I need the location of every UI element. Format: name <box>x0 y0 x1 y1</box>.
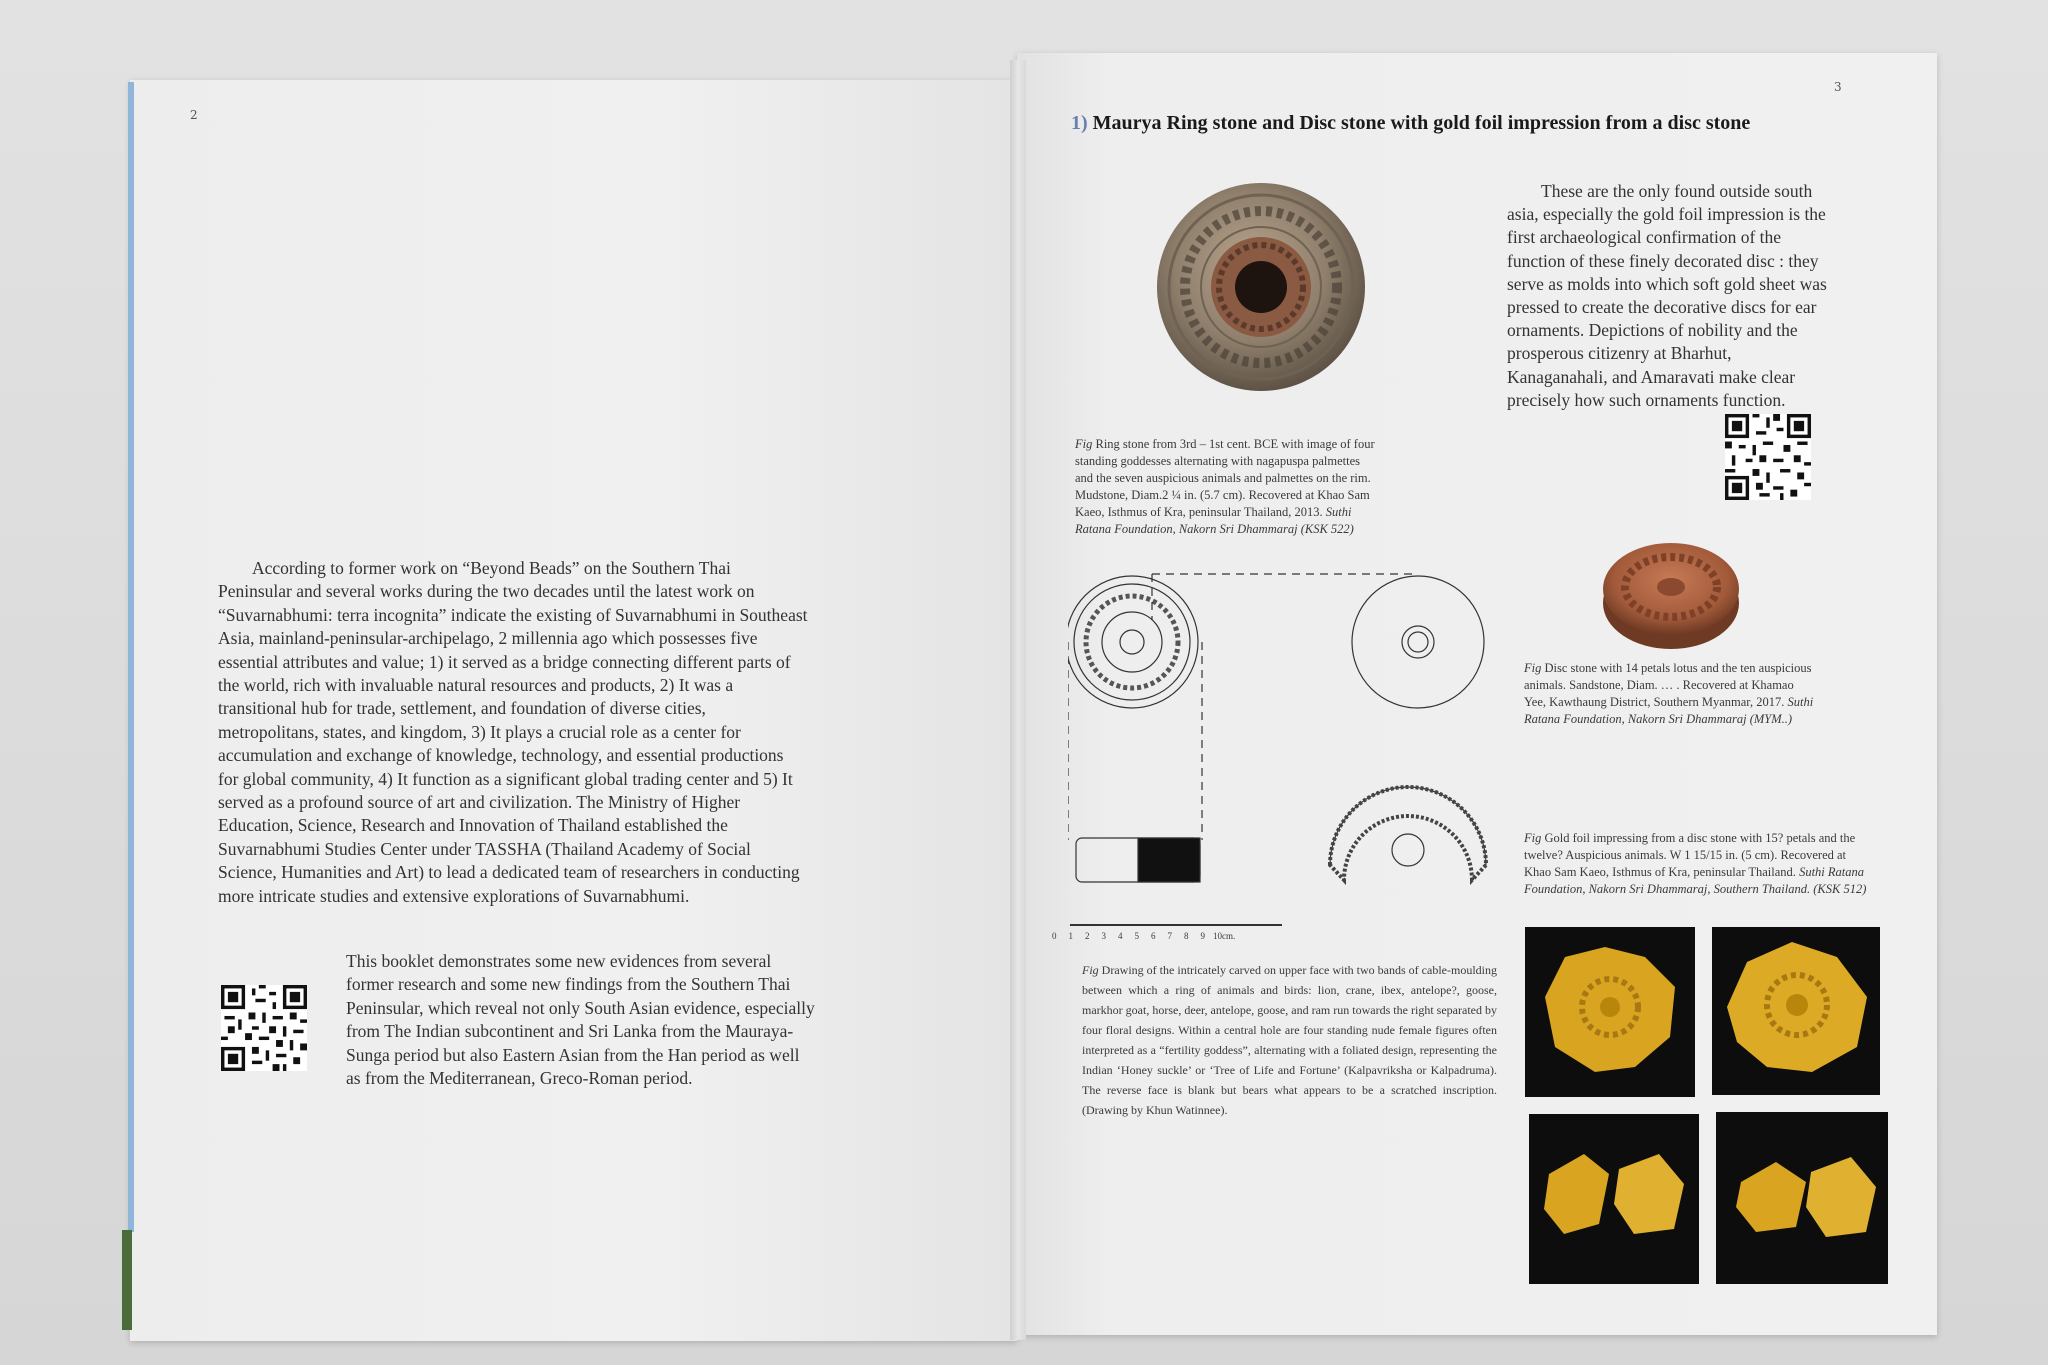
caption-credit: Suthi Ratana Foundation, Nakorn Sri Dhammaraj (KSK 522) <box>1075 505 1354 536</box>
gold-foil-photo <box>1525 927 1695 1097</box>
scale-tick: 2 <box>1085 931 1090 941</box>
cover-edge <box>128 82 134 1232</box>
intro-paragraph <box>218 557 808 908</box>
fig-label: Fig <box>1524 661 1542 675</box>
heading-text: Maurya Ring stone and Disc stone with gold foil impression from a disc stone <box>1092 112 1751 134</box>
gold-foil-photos <box>1525 927 1890 1287</box>
scale-tick: 5 <box>1134 931 1139 941</box>
scale-tick: 4 <box>1118 931 1123 941</box>
qr-code-right-graphic <box>1725 414 1811 500</box>
booklet-text: This booklet demonstrates some new evidences from several former research and some new findings from the Southern Thai Peninsular, which reveal not only South Asian evidence, especially from The Indian subcontinent and Sri Lanka from the Mauraya-Sunga period but also Eastern Asian from the Han period as well as from the Mediterranean, Greco-Roman period. <box>346 951 815 1089</box>
gold-foil-caption <box>1524 830 1876 898</box>
section-heading <box>1071 112 1750 135</box>
heading-number: 1) <box>1071 112 1088 134</box>
description-text: These are the only found outside south asia, especially the gold foil impression is the first archaeological confirmation of the function of these finely decorated disc : they serve as molds into which soft gold sheet was pressed to create the decorative discs for ear ornaments. Depictions of nobility and the prosperous citizenry at Bharhut, Kanaganahali, and Amaravati make clear precisely how such ornaments function. <box>1507 181 1827 410</box>
page-number-left: 2 <box>190 108 198 122</box>
caption-credit: Suthi Ratana Foundation, Nakorn Sri Dhammaraj (MYM..) <box>1524 695 1814 726</box>
qr-code-left-graphic <box>221 985 307 1071</box>
gold-foil-photo <box>1712 927 1880 1095</box>
ring-stone-photo <box>1154 180 1368 394</box>
scale-tick: 1 <box>1068 931 1073 941</box>
drawing-caption <box>1082 960 1497 1120</box>
disc-stone-photo <box>1600 535 1742 653</box>
scale-tick: 6 <box>1151 931 1156 941</box>
fig-label: Fig <box>1524 831 1542 845</box>
description-block <box>1507 180 1827 412</box>
gold-foil-photo <box>1716 1112 1888 1284</box>
scale-tick: 3 <box>1101 931 1106 941</box>
scale-tick: 8 <box>1184 931 1189 941</box>
caption-text: Drawing of the intricately carved on upper face with two bands of cable-moulding between which a ring of animals and birds: lion, crane, ibex, antelope?, goose, markhor goat, horse, deer, antelope, goose, and ram run towards the right separated by four floral designs. Within a central hole are four standing nude female figures often interpreted as a “fertility goddess”, alternating with a foliated design, representing the Indian ‘Honey suckle’ or ‘Tree of Life and Fortune’ (Kalpavriksha or Kalpadruma). The reverse face is blank but bears what appears to be a scratched inscription. (Drawing by Khun Watinnee). <box>1082 963 1497 1117</box>
cover-edge-bottom <box>122 1230 132 1330</box>
scale-tick: 7 <box>1167 931 1172 941</box>
caption-text: Ring stone from 3rd – 1st cent. BCE with image of four standing goddesses alternating with nagapuspa palmettes and the seven auspicious animals and palmettes on the rim. Mudstone, Diam.2 ¼ in. (5.7 cm). Recovered at Khao Sam Kaeo, Isthmus of Kra, peninsular Thailand, 2013. <box>1075 437 1375 519</box>
qr-code-icon[interactable] <box>1725 414 1811 500</box>
fig-label: Fig <box>1075 437 1093 451</box>
caption-credit: Suthi Ratana Foundation, Nakorn Sri Dhammaraj, Southern Thailand. (KSK 512) <box>1524 865 1867 896</box>
ring-stone-caption <box>1075 436 1380 538</box>
page-number-right: 3 <box>1834 80 1842 94</box>
booklet-spine <box>1010 60 1026 1340</box>
caption-text: Disc stone with 14 petals lotus and the ten auspicious animals. Sandstone, Diam. … . Recovered at Khamao Yee, Kawthaung District, Southern Myanmar, 2017. <box>1524 661 1812 709</box>
scale-tick: 10cm. <box>1213 931 1236 941</box>
disc-stone-caption <box>1524 660 1816 728</box>
qr-code-icon[interactable] <box>221 985 307 1071</box>
fig-label: Fig <box>1082 963 1099 977</box>
booklet-paragraph <box>346 950 816 1090</box>
scale-tick: 9 <box>1200 931 1205 941</box>
caption-text: Gold foil impressing from a disc stone with 15? petals and the twelve? Auspicious animals. W 1 15/15 in. (5 cm). Recovered at Khao Sam Kaeo, Isthmus of Kra, peninsular Thailand. <box>1524 831 1856 879</box>
scale-tick: 0 <box>1052 931 1057 941</box>
gold-foil-photo <box>1529 1114 1699 1284</box>
scale-bar <box>1052 931 1264 942</box>
ring-stone-drawing <box>1068 560 1488 940</box>
intro-text: According to former work on “Beyond Beads” on the Southern Thai Peninsular and several works during the two decades until the latest work on “Suvarnabhumi: terra incognita” indicate the existing of Suvarnabhumi in Southeast Asia, mainland-peninsular-archipelago, 2 millennia ago which possesses five essential attributes and value; 1) it served as a bridge connecting different parts of the world, rich with invaluable natural resources and products, 2) It was a transitional hub for trade, settlement, and foundation of diverse cities, metropolitans, states, and kingdom, 3) It plays a crucial role as a center for accumulation and exchange of knowledge, technology, and essential productions for global community, 4) It function as a significant global trading center and 5) It served as a profound source of art and civilization. The Ministry of Higher Education, Science, Research and Innovation of Thailand established the Suvarnabhumi Studies Center under TASSHA (Thailand Academy of Social Science, Humanities and Art) to lead a dedicated team of researchers in conducting more intricate studies and extensive explorations of Suvarnabhumi. <box>218 558 808 906</box>
